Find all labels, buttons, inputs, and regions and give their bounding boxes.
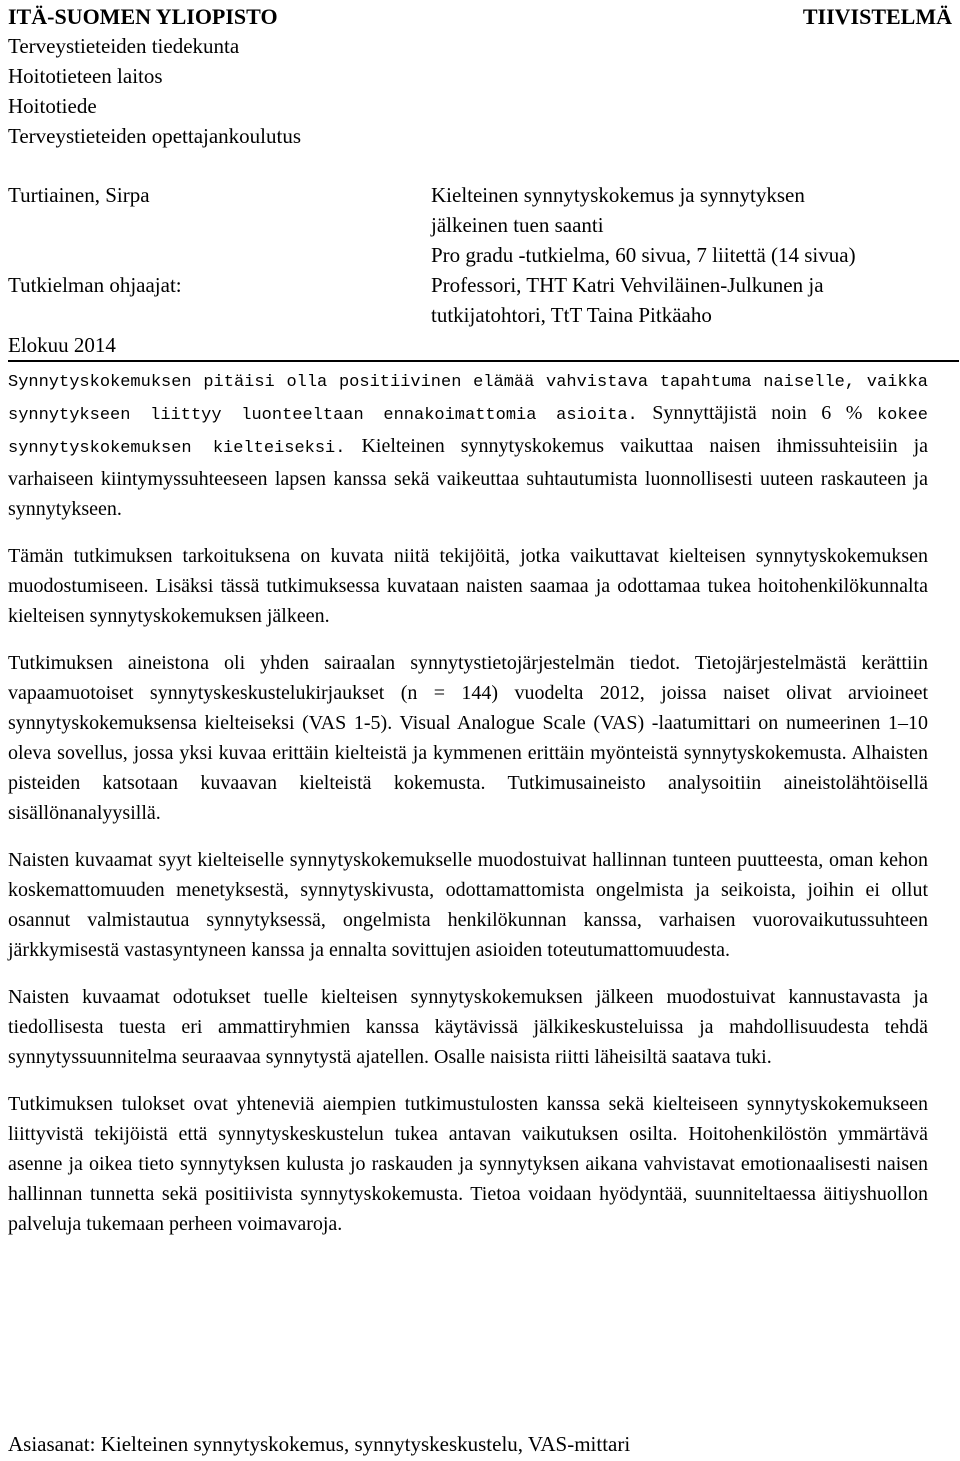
supervisor-line-1: Professori, THT Katri Vehviläinen-Julkunen ja [431, 273, 824, 297]
supervisor-line-2: tutkijatohtori, TtT Taina Pitkäaho [431, 303, 712, 327]
programme-line: Terveystieteiden opettajankoulutus [8, 124, 302, 148]
abstract-p1-lead: Synnytyskokemuksen pitäisi olla positiivinen elämää vahvistava tapahtuma naiselle, vaikka synnytykseen liittyy luonteeltaan ennakoimattomia asioita. [8, 373, 928, 425]
abstract-paragraph-5: Naisten kuvaamat odotukset tuelle kielteisen synnytyskokemuksen jälkeen muodostuivat kannustavasta ja tiedollisesta tuesta eri ammattiryhmien kanssa käytävissä jälkikeskusteluissa ja mahdollisuudesta tehdä synnytyssuunnitelma seuraavaa synnytystä ajatellen. Osalle naisista riitti läheisiltä saatava tuki. [8, 986, 928, 1068]
university-name: ITÄ-SUOMEN YLIOPISTO [8, 4, 278, 29]
department-line: Hoitotieteen laitos [8, 64, 163, 88]
thesis-title-line-1: Kielteinen synnytyskokemus ja synnytyksen [431, 183, 805, 207]
subject-line: Hoitotiede [8, 94, 97, 118]
abstract-p1-lead2: kokee synnytyskokemuksen kielteiseksi. [8, 406, 928, 458]
date-label: Elokuu 2014 [8, 333, 116, 357]
abstract-paragraph-1 [8, 365, 928, 524]
document-type-heading: TIIVISTELMÄ [802, 4, 952, 29]
abstract-paragraph-3: Tutkimuksen aineistona oli yhden sairaalan synnytystietojärjestelmän tiedot. Tietojärjestelmästä kerättiin vapaamuotoiset synnytyskeskustelukirjaukset (n = 144) vuodelta 2012, joissa naiset olivat arvioineet synnytyskokemuksensa kielteiseksi (VAS 1-5). Visual Analogue Scale (VAS) -laatumittari on numeerinen 1–10 oleva sovellus, jossa yksi kuvaa erittäin kielteistä ja kymmenen erittäin myönteistä synnytyskokemusta. Alhaisten pisteiden katsotaan kuvaavan kielteistä kokemusta. Tutkimusaineisto analysoitiin aineistolähtöisellä sisällönanalyysillä. [8, 652, 928, 824]
abstract-paragraph-4: Naisten kuvaamat syyt kielteiselle synnytyskokemukselle muodostuivat hallinnan tunteen puutteesta, oman kehon koskemattomuuden menetyksestä, synnytyskivusta, odottamattomista ongelmista ja seikoista, joihin ei ollut osannut valmistautua synnytyksessä, ongelmista henkilökunnan kanssa, varhaisen vuorovaikutussuhteen järkkymisestä vastasyntyneen kanssa ja ennalta sovittujen asioiden toteutumattomuudesta. [8, 849, 928, 961]
supervisors-label: Tutkielman ohjaajat: [8, 273, 182, 297]
abstract-body [8, 365, 928, 1256]
abstract-paragraph-2: Tämän tutkimuksen tarkoituksena on kuvata niitä tekijöitä, jotka vaikuttavat kielteisen synnytyskokemuksen muodostumiseen. Lisäksi tässä tutkimuksessa kuvataan naisten saamaa ja odottamaa tukea hoitohenkilökunnalta kielteisen synnytyskokemuksen jälkeen. [8, 545, 928, 627]
institution-header [8, 2, 608, 151]
thesis-info: Pro gradu -tutkielma, 60 sivua, 7 liitettä (14 sivua) [431, 243, 856, 267]
header-divider [8, 360, 959, 362]
abstract-paragraph-6: Tutkimuksen tulokset ovat yhteneviä aiempien tutkimustulosten kanssa sekä kielteiseen synnytyskokemukseen liittyvistä tekijöistä että synnytyskeskustelun tukea antavan vaikutuksen osilta. Hoitohenkilöstön ymmärtävä asenne ja oikea tieto synnytyksen kulusta jo raskauden ja synnytyksen aikana vahvistavat emotionaalisesti naisen hallinnan tunnetta sekä positiivista synnytyskokemusta. Tietoa voidaan hyödyntää, suunniteltaessa äitiyshuollon palveluja tukemaan perheen voimavaroja. [8, 1093, 928, 1235]
keywords-line: Asiasanat: Kielteinen synnytyskokemus, synnytyskeskustelu, VAS-mittari [8, 1432, 631, 1456]
faculty-line: Terveystieteiden tiedekunta [8, 34, 240, 58]
author-name: Turtiainen, Sirpa [8, 183, 150, 207]
abstract-p1-rest: Kielteinen synnytyskokemus vaikuttaa naisen ihmissuhteisiin ja varhaiseen kiintymyssuhteeseen lapsen kanssa sekä vaikeuttaa suhtautumista luonnollisesti uuteen raskauteen ja synnytykseen. [8, 435, 929, 520]
abstract-p1-mid: Synnyttäjistä noin 6 % [637, 402, 877, 424]
thesis-title-line-2: jälkeinen tuen saanti [431, 213, 604, 237]
thesis-title [431, 180, 960, 330]
